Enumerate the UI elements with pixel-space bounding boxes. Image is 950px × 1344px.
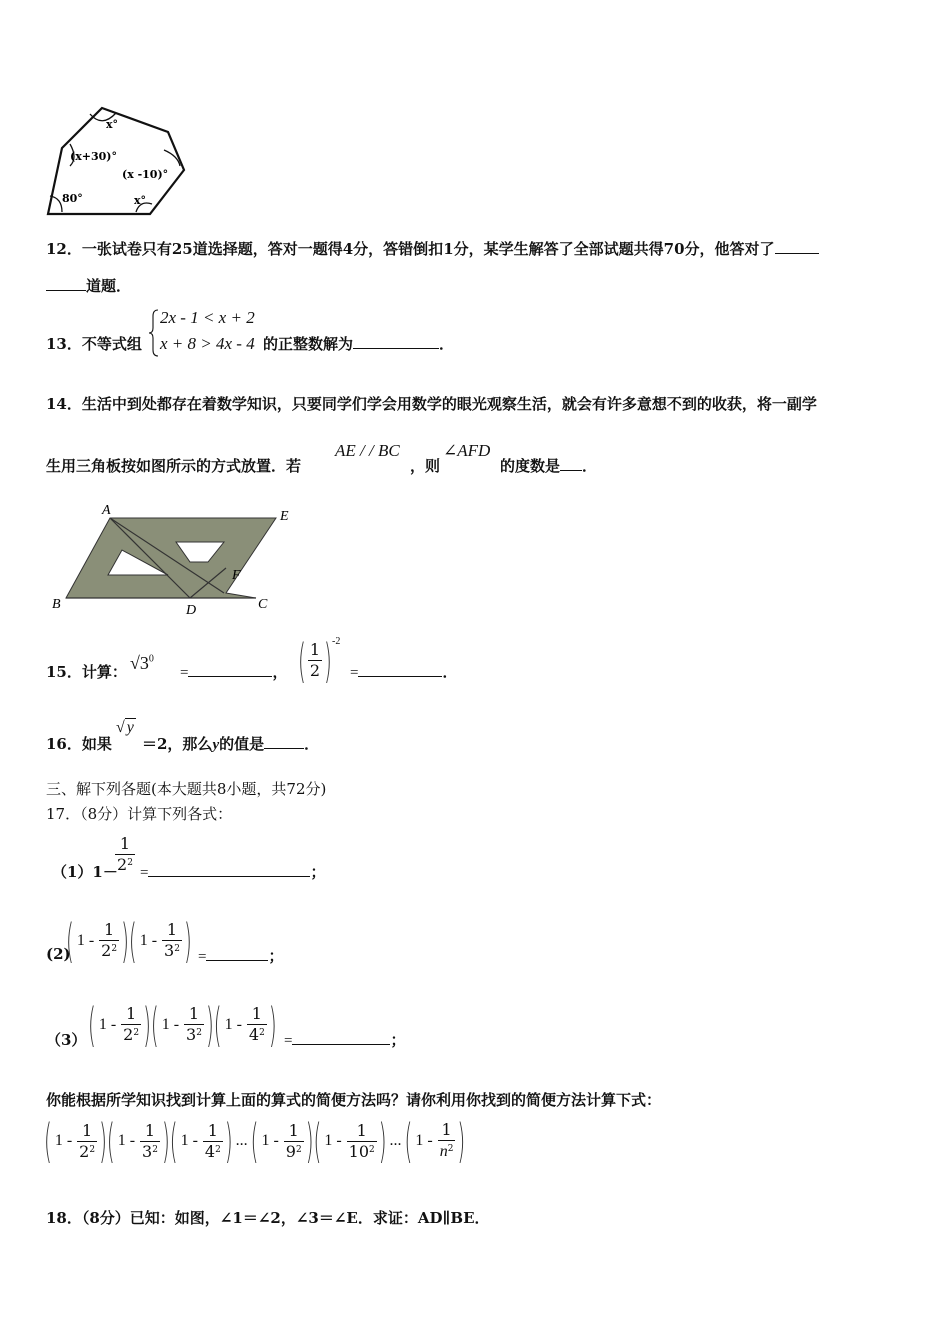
q17-final-denominator-value-2: 4 bbox=[204, 1141, 216, 1161]
q17-final-denominator-5 bbox=[438, 1140, 456, 1162]
q17-final-ellipsis-5: ... bbox=[389, 1132, 402, 1149]
q17-part-3-lparen-0: ( bbox=[88, 996, 96, 1053]
q17-final-denominator-3 bbox=[284, 1141, 304, 1162]
answer-blank-16[interactable] bbox=[264, 734, 304, 749]
q17-part-2-numerator-0: 1 bbox=[104, 920, 115, 939]
q17-part-2-expression bbox=[66, 912, 192, 969]
question-12-text-1: 12．一张试卷只有25道选择题，答对一题得4分，答错倒扣1分，某学生解答了全部试题共得70分，他答对了 bbox=[46, 240, 775, 258]
q17-final-exponent-3: 2 bbox=[295, 1144, 302, 1155]
q17-part-2-fraction-0 bbox=[99, 920, 119, 961]
radicand-y: y bbox=[126, 719, 134, 736]
answer-blank-17-1[interactable] bbox=[148, 862, 310, 877]
question-14-end: ． bbox=[582, 457, 598, 475]
q17-part-2-lparen-0: ( bbox=[66, 912, 74, 969]
q17-final-numerator-2: 1 bbox=[207, 1120, 218, 1140]
q17-part-3-label: （3） bbox=[46, 1031, 87, 1049]
q17-final-lparen-5: ( bbox=[404, 1113, 413, 1169]
q17-final-ellipsis-3: ... bbox=[235, 1132, 248, 1149]
exponent-0: 0 bbox=[148, 653, 154, 665]
q17-final-numerator-3: 1 bbox=[288, 1120, 299, 1140]
q17-part-3-rparen-2: ) bbox=[268, 996, 277, 1053]
question-15-prefix: 15．计算： bbox=[46, 663, 127, 681]
q17-part-1-denominator: 2 bbox=[117, 855, 128, 874]
q17-part-3-one-1: 1 - bbox=[161, 1015, 180, 1033]
q17-part-1-end: ； bbox=[310, 863, 326, 881]
q17-final-numerator-4: 1 bbox=[356, 1120, 367, 1140]
q17-part-2-exponent-1: 2 bbox=[174, 944, 180, 954]
question-16-end: ． bbox=[304, 735, 320, 753]
answer-blank-15a[interactable] bbox=[188, 662, 272, 677]
q17-part-1-exponent: 2 bbox=[127, 858, 133, 868]
section-3-heading: 三、解下列各题(本大题共8小题，共72分) bbox=[46, 780, 327, 798]
q17-final-fraction-4 bbox=[347, 1121, 377, 1162]
q17-part-3-exponent-2: 2 bbox=[259, 1028, 265, 1038]
question-16-rest bbox=[142, 733, 319, 754]
question-13 bbox=[46, 333, 142, 354]
q17-part-3-numerator-0: 1 bbox=[126, 1004, 137, 1023]
q17-final-denominator-value-3: 9 bbox=[285, 1141, 296, 1161]
q17-final-lparen-2: ( bbox=[169, 1113, 178, 1169]
q17-final-denominator-0 bbox=[77, 1141, 97, 1162]
answer-blank-17-2[interactable] bbox=[206, 946, 268, 961]
q17-final-fraction-5 bbox=[438, 1120, 456, 1162]
question-13-suffix-text: 的正整数解为 bbox=[263, 335, 354, 353]
q17-part-3-numerator-2: 1 bbox=[251, 1004, 262, 1023]
q17-final-fraction-2 bbox=[203, 1121, 223, 1162]
q17-final-exponent-1: 2 bbox=[152, 1144, 158, 1155]
q17-final-denominator-value-5: n bbox=[439, 1143, 448, 1160]
point-b: B bbox=[52, 597, 61, 612]
q17-part-3-expression bbox=[88, 996, 277, 1053]
q17-part-2-denominator-value-1: 3 bbox=[164, 941, 175, 960]
q17-final-one-0: 1 - bbox=[54, 1132, 73, 1149]
q17-part-3-rparen-0: ) bbox=[143, 996, 151, 1053]
question-14-line-2a: 生用三角板按如图所示的方式放置．若 bbox=[46, 457, 302, 475]
frac-denominator: 2 bbox=[309, 661, 320, 680]
q17-final-one-3: 1 - bbox=[261, 1132, 279, 1149]
question-16-mid: ＝2，那么 bbox=[142, 735, 213, 753]
system-brace bbox=[148, 308, 160, 358]
question-12 bbox=[46, 238, 819, 259]
q17-part-1-answer bbox=[140, 861, 325, 882]
parallel-condition: AE / / BC bbox=[335, 441, 400, 460]
question-17-title: 17．（8分）计算下列各式： bbox=[46, 805, 233, 823]
exponent-neg2: -2 bbox=[332, 636, 341, 647]
point-c: C bbox=[258, 597, 268, 612]
question-15 bbox=[46, 661, 127, 682]
q17-part-3-exponent-0: 2 bbox=[133, 1028, 140, 1038]
q17-part-2-rparen-0: ) bbox=[121, 912, 129, 969]
question-16-suffix: 的值是 bbox=[219, 735, 265, 753]
q17-part-3-exponent-1: 2 bbox=[196, 1028, 202, 1038]
q17-final-lparen-4: ( bbox=[313, 1113, 322, 1169]
q17-final-fraction-0 bbox=[77, 1121, 97, 1162]
q17-part-3-one-0: 1 - bbox=[98, 1015, 117, 1033]
q17-final-one-4: 1 - bbox=[324, 1132, 342, 1149]
q17-final-rparen-2: ) bbox=[224, 1113, 233, 1169]
answer-blank-15b[interactable] bbox=[358, 662, 442, 677]
question-14-line-2b: ，则 bbox=[410, 457, 441, 475]
q17-part-2-numerator-1: 1 bbox=[166, 920, 178, 939]
q17-part-1-numerator: 1 bbox=[119, 834, 131, 853]
question-15-end: ． bbox=[442, 663, 458, 681]
q17-final-denominator-2 bbox=[203, 1141, 223, 1162]
q17-part-3-rparen-1: ) bbox=[205, 996, 214, 1053]
q17-part-3-denominator-1 bbox=[184, 1024, 204, 1045]
q17-part-2-equals: = bbox=[198, 949, 207, 965]
q17-part-3-denominator-0 bbox=[121, 1024, 141, 1045]
question-12-text-2: 道题． bbox=[86, 277, 132, 295]
angle-afd: ∠AFD bbox=[443, 441, 491, 460]
q17-part-2-one-1: 1 - bbox=[139, 931, 158, 949]
q17-part-2-exponent-0: 2 bbox=[111, 944, 118, 954]
q17-part-3-fraction-2 bbox=[247, 1004, 267, 1045]
q17-part-3-lparen-2: ( bbox=[213, 996, 222, 1053]
question-13-prefix: 13．不等式组 bbox=[46, 335, 142, 353]
q17-final-rparen-1: ) bbox=[161, 1113, 170, 1169]
question-16-prefix: 16．如果 bbox=[46, 735, 112, 753]
point-e: E bbox=[280, 509, 289, 524]
q17-part-1-label: （1）1－ bbox=[52, 863, 118, 881]
q17-final-one-5: 1 - bbox=[415, 1132, 433, 1149]
angle-label-left: (x+30)° bbox=[70, 150, 117, 163]
expr-half-power: ( $\frac{1}{2}$ ) bbox=[298, 632, 332, 689]
answer-blank-12a[interactable] bbox=[775, 239, 819, 254]
q17-part-1-fraction bbox=[115, 834, 135, 875]
question-14-suffix: 的度数是 bbox=[500, 457, 561, 475]
point-f: F bbox=[232, 568, 241, 583]
q17-part-2-denominator-1 bbox=[162, 940, 182, 961]
triangle-rulers-figure bbox=[48, 500, 308, 620]
equals-1: = bbox=[180, 665, 189, 681]
angle-label-bottom-left: 80° bbox=[62, 192, 83, 205]
sqrt-3: √3 bbox=[130, 653, 149, 673]
q17-final-fraction-1 bbox=[140, 1121, 160, 1162]
q17-part-3-fraction-0 bbox=[121, 1004, 141, 1045]
question-15-blank-1 bbox=[180, 661, 287, 682]
question-13-suffix bbox=[263, 333, 454, 354]
q17-final-numerator-5: 1 bbox=[441, 1120, 452, 1139]
q17-final-numerator-1: 1 bbox=[144, 1120, 156, 1140]
q17-part-2-denominator-value-0: 2 bbox=[101, 941, 112, 960]
q17-final-exponent-5: 2 bbox=[447, 1144, 454, 1154]
q17-final-rparen-3: ) bbox=[305, 1113, 314, 1169]
q17-final-lparen-0: ( bbox=[44, 1113, 52, 1169]
pentagon-figure bbox=[40, 104, 200, 220]
q17-part-2-end: ； bbox=[268, 947, 284, 965]
q17-final-lparen-1: ( bbox=[106, 1113, 115, 1169]
question-13-end: ． bbox=[439, 335, 455, 353]
q17-part-3-denominator-value-2: 4 bbox=[248, 1025, 260, 1044]
question-12-line-2 bbox=[46, 275, 131, 296]
q17-part-3-one-2: 1 - bbox=[224, 1015, 242, 1033]
angle-label-top: x° bbox=[106, 118, 119, 131]
question-15-blank-2 bbox=[350, 661, 457, 682]
answer-blank-17-3[interactable] bbox=[292, 1030, 390, 1045]
q17-final-fraction-3 bbox=[284, 1121, 304, 1162]
q17-part-3-denominator-2 bbox=[247, 1024, 267, 1045]
q17-part-1 bbox=[52, 861, 118, 882]
q17-part-2-denominator-0 bbox=[99, 940, 119, 961]
question-18: 18．（8分）已知：如图，∠1＝∠2，∠3＝∠E．求证：AD∥BE． bbox=[46, 1209, 490, 1227]
q17-part-1-equals: = bbox=[140, 865, 149, 881]
q17-part-2-label: (2) bbox=[46, 945, 71, 963]
q17-part-2-fraction-1 bbox=[162, 920, 182, 961]
question-14-line-1: 14．生活中到处都存在着数学知识，只要同学们学会用数学的眼光观察生活，就会有许多意想不到的收获，将一副学 bbox=[46, 395, 817, 413]
q17-part-3-denominator-value-0: 2 bbox=[123, 1025, 134, 1044]
q17-final-rparen-4: ) bbox=[378, 1113, 387, 1169]
q17-final-denominator-1 bbox=[140, 1141, 160, 1162]
q17-final-one-1: 1 - bbox=[117, 1132, 136, 1149]
q17-part-3-numerator-1: 1 bbox=[188, 1004, 200, 1023]
q17-final-exponent-4: 2 bbox=[369, 1144, 375, 1155]
q17-part-2-answer bbox=[198, 945, 283, 966]
q17-prompt: 你能根据所学知识找到计算上面的算式的简便方法吗？请你利用你找到的简便方法计算下式： bbox=[46, 1091, 662, 1109]
point-d: D bbox=[186, 603, 197, 618]
q17-final-denominator-value-0: 2 bbox=[79, 1141, 90, 1161]
separator-comma: ， bbox=[272, 663, 288, 681]
q17-part-3-equals: = bbox=[284, 1033, 293, 1049]
q17-final-one-2: 1 - bbox=[180, 1132, 198, 1149]
equals-2: = bbox=[350, 665, 359, 681]
q17-part-3-end: ； bbox=[390, 1031, 406, 1049]
inequality-1: 2x - 1 < x + 2 bbox=[160, 308, 255, 327]
q17-final-exponent-0: 2 bbox=[89, 1144, 96, 1155]
angle-label-bottom-right: x° bbox=[134, 194, 147, 207]
var-y: y bbox=[212, 737, 220, 753]
q17-final-exponent-2: 2 bbox=[215, 1144, 221, 1155]
q17-final-numerator-0: 1 bbox=[82, 1120, 93, 1140]
q17-final-denominator-4 bbox=[347, 1141, 377, 1162]
q17-final-denominator-value-1: 3 bbox=[142, 1141, 153, 1161]
frac-numerator: 1 bbox=[309, 640, 320, 659]
question-16 bbox=[46, 733, 112, 754]
q17-final-lparen-3: ( bbox=[250, 1113, 259, 1169]
q17-final-rparen-5: ) bbox=[457, 1113, 466, 1169]
q17-part-3-lparen-1: ( bbox=[150, 996, 159, 1053]
answer-blank-13[interactable] bbox=[353, 334, 439, 349]
q17-part-3-answer bbox=[284, 1029, 405, 1050]
inequality-2: x + 8 > 4x - 4 bbox=[160, 334, 255, 353]
expr-sqrt3-power bbox=[130, 652, 154, 675]
q17-part-3-fraction-1 bbox=[184, 1004, 204, 1045]
point-a: A bbox=[102, 503, 111, 518]
q17-part-2-lparen-1: ( bbox=[128, 912, 137, 969]
sqrt-y: √ y bbox=[116, 719, 134, 736]
q17-part-3-denominator-value-1: 3 bbox=[186, 1025, 197, 1044]
q17-part-2-one-0: 1 - bbox=[76, 931, 95, 949]
angle-label-right: (x -10)° bbox=[122, 168, 169, 181]
question-14-line-2c bbox=[500, 455, 597, 476]
answer-blank-14[interactable] bbox=[560, 456, 582, 471]
q17-final-expression bbox=[44, 1113, 466, 1169]
q17-final-rparen-0: ) bbox=[99, 1113, 107, 1169]
q17-part-2-rparen-1: ) bbox=[183, 912, 192, 969]
answer-blank-12b[interactable] bbox=[46, 276, 86, 291]
q17-final-denominator-value-4: 10 bbox=[348, 1141, 369, 1161]
